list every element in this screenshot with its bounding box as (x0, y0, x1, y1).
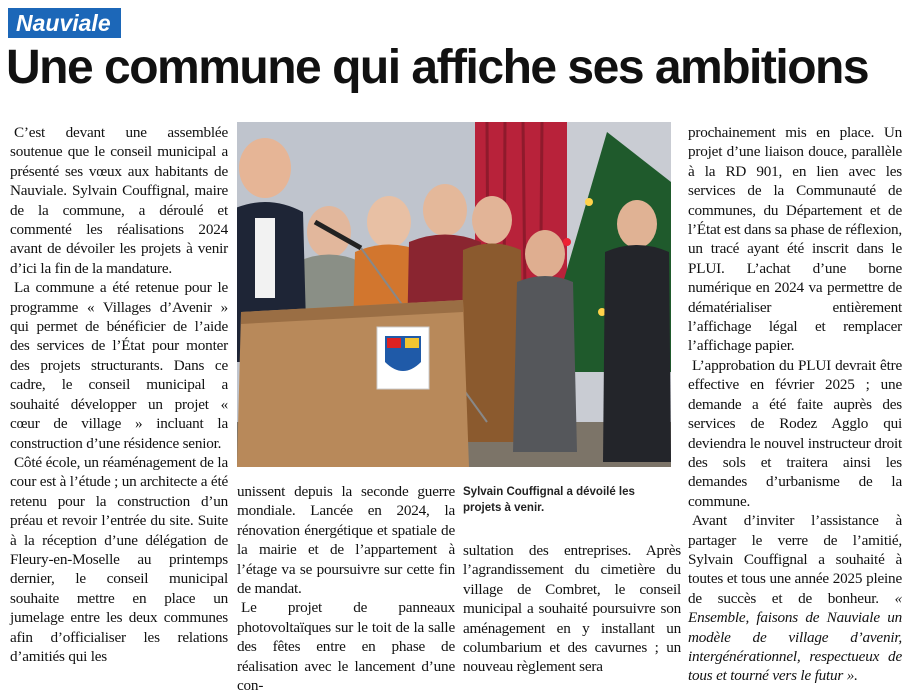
article-column-2 (237, 482, 455, 695)
paragraph (688, 511, 902, 686)
article-column-1 (10, 123, 228, 666)
paragraph: prochainement mis en place. Un projet d’une liaison douce, parallèle à la RD 901, en lien avec les services de la Communauté de communes, du Département et de l’État est dans sa phase de réflexion, un tracé ayant été inscrit dans le PLUI. L’achat d’une borne numérique en 2024 va permettre de dématérialiser entièrement l’affichage légal et remplacer l’affichage papier. (688, 124, 902, 355)
article-column-3 (463, 541, 681, 677)
photo-illustration (237, 122, 671, 467)
headline: Une commune qui affiche ses ambitions (6, 41, 869, 94)
closing-quote: « Ensemble, faisons de Nauviale un modèle de village d’avenir, intergénérationnel, respectueux de tous et tourné vers le futur ». (688, 589, 902, 685)
paragraph: La commune a été retenue pour le programme « Villages d’Avenir » qui permet de bénéficier de l’aide des services de l’État pour monter des projets structurants. Dans ce cadre, le conseil municipal a souhaité développer un projet « cœur de village » incluant la construction d’une résidence senior. (10, 279, 228, 452)
paragraph: Côté école, un réaménagement de la cour est à l’étude ; un architecte a été retenu pour la construction d’un préau et revoir l’entrée du site. Suite à la réception d’une délégation de Fleury-en-Moselle au printemps dernier, le conseil municipal souhaite mettre en place un jumelage entre les deux communes afin d’officialiser les relations d’amitiés qui les (10, 453, 229, 665)
paragraph: L’approbation du PLUI devrait être effective en février 2025 ; une demande a été faite auprès des services de Rodez Agglo qui deviendra le nouvel instructeur droit des sols et traitera ainsi les demandes d’urbanisme de la commune. (688, 356, 902, 510)
paragraph: Le projet de panneaux photovoltaïques sur le toit de la salle des fêtes entre en phase de réalisation avec le lancement d’une con- (237, 599, 455, 695)
article-photo (237, 122, 671, 467)
article-column-4 (688, 123, 902, 686)
paragraph: C’est devant une assemblée soutenue que le conseil municipal a présenté ses vœux aux habitants de Nauviale. Sylvain Couffignal, maire de la commune, a déroulé et commenté les réalisations 2024 avant de dévoiler les projets à venir d’ici la fin de la mandature. (10, 124, 228, 277)
paragraph-text: Avant d’inviter l’assistance à partager le verre de l’amitié, Sylvain Couffignal a souhaité à toutes et tous une année 2025 pleine de succès et de bonheur. (688, 512, 902, 607)
paragraph: unissent depuis la seconde guerre mondiale. Lancée en 2024, la rénovation énergétique et spatiale de la mairie et de l’appartement à l’étage va se poursuivre sur cette fin de mandat. (237, 483, 455, 598)
photo-caption: Sylvain Couffignal a dévoilé les projets à venir. (463, 486, 635, 514)
section-tag: Nauviale (8, 8, 121, 38)
paragraph: sultation des entreprises. Après l’agrandissement du cimetière du village de Combret, le conseil municipal a souhaité poursuivre son aménagement en y installant un columbarium et des cavurnes ; un nouveau règlement sera (463, 542, 681, 676)
lectern (237, 300, 469, 467)
